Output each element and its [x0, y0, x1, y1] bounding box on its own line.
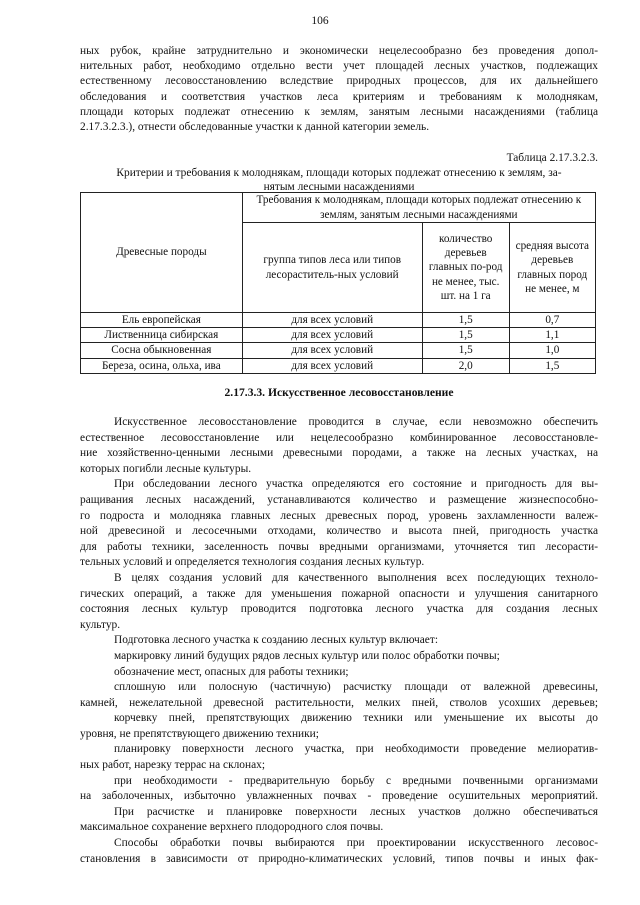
text-line: При расчистке и планировке поверхности лесных участков должно обеспечиваться [114, 805, 598, 818]
text-line: которых погибли лесные культуры. [80, 462, 252, 475]
header-group: группа типов леса или типов лесораститель-ных условий [242, 223, 422, 313]
cell-group: для всех условий [242, 343, 422, 358]
criteria-table [80, 192, 596, 374]
text-line: при необходимости - предварительную борьбу с вредными почвенными организмами [114, 774, 598, 787]
cell-height: 1,0 [509, 343, 595, 358]
cell-species: Ель европейская [81, 313, 243, 328]
cell-count: 1,5 [422, 328, 509, 343]
text-line: становления в зависимости от природно-климатических условий, типов почвы и иных фак- [80, 852, 598, 865]
text-line: нительных работ, необходимо отдельно вести учет площадей лесных участков, подлежащих [80, 60, 598, 73]
page-number: 106 [311, 15, 329, 27]
text-line: ных рубок, крайне затруднительно и экономически нецелесообразно без проведения допол- [80, 45, 598, 57]
text-line: максимальное сохранение верхнего плодородного слоя почвы. [80, 821, 384, 834]
table-number: Таблица 2.17.3.2.3. [506, 152, 598, 164]
intro-paragraph [80, 44, 598, 135]
text-line: маркировку линий будущих рядов лесных культур или полос обработки почвы; [114, 649, 500, 662]
cell-count: 2,0 [422, 358, 509, 373]
text-line: ние хозяйственно-ценными лесными древесными породами, а также на лесных участках, на [80, 447, 598, 460]
text-line: культур. [80, 618, 121, 631]
cell-group: для всех условий [242, 313, 422, 328]
text-line: ных работ, нарезку террас на склонах; [80, 759, 266, 772]
cell-species: Береза, осина, ольха, ива [81, 358, 243, 373]
text-line: площади которых подлежат отнесению к землям, занятым лесными насаждениями (таблица [80, 105, 598, 118]
text-line: естественному лесовосстановлению вследствие природных процессов, для их дальнейшего [80, 75, 598, 88]
text-line: Способы обработки почвы выбираются при проектировании искусственного лесовос- [114, 837, 598, 850]
text-line: уровня, не препятствующего движению техники; [80, 727, 319, 740]
text-line: В целях создания условий для качественного выполнения всех последующих техноло- [114, 571, 598, 584]
section-title: 2.17.3.3. Искусственное лесовосстановление [224, 386, 454, 399]
cell-group: для всех условий [242, 358, 422, 373]
text-line: го подроста и молодняка главных лесных древесных пород, уровень захламленности валеж- [80, 509, 598, 522]
table-row [81, 358, 596, 373]
text-line: для работы техники, заселенность почвы вредными организмами, уточняется тип лесорасти- [80, 540, 598, 553]
text-line: обследования и соответствия участков леса критериям и требованиям к молоднякам, [80, 90, 598, 103]
text-line: планировку поверхности лесного участка, при необходимости проведение мелиоратив- [114, 743, 598, 756]
text-line: тельных условий и определяется технология создания лесных культур. [80, 556, 425, 569]
cell-count: 1,5 [422, 313, 509, 328]
cell-height: 1,1 [509, 328, 595, 343]
table-caption-line: Критерии и требования к молоднякам, площади которых подлежат отнесению к землям, за- [116, 167, 562, 179]
text-line: ной древесиной и лесосечными отходами, количество и высота пней, пригодность участка [80, 525, 598, 538]
text-line: Подготовка лесного участка к созданию лесных культур включает: [114, 634, 438, 647]
header-species: Древесные породы [81, 193, 243, 313]
header-count: количество деревьев главных по-род не менее, тыс. шт. на 1 га [422, 223, 509, 313]
cell-species: Лиственница сибирская [81, 328, 243, 343]
table-row [81, 313, 596, 328]
text-line: камней, нежелательной древесной растительности, мелких пней, стволов усохших деревьев; [80, 696, 598, 709]
header-requirements: Требования к молоднякам, площади которых подлежат отнесению к землям, занятым лесными насаждениями [242, 193, 595, 223]
table-row [81, 328, 596, 343]
cell-group: для всех условий [242, 328, 422, 343]
text-line: естественное лесовосстановление или нецелесообразно комбинированное лесовосстановле- [80, 431, 598, 444]
table-row [81, 343, 596, 358]
text-line: Искусственное лесовосстановление проводится в случае, если невозможно обеспечить [114, 416, 598, 428]
cell-species: Сосна обыкновенная [81, 343, 243, 358]
cell-count: 1,5 [422, 343, 509, 358]
text-line: ращивания лесных насаждений, устанавливаются количество и размещение жизнеспособно- [80, 493, 598, 506]
text-line: на заболоченных, избыточно увлажненных почвах - проведение осушительных мероприятий. [80, 790, 598, 803]
text-line: гических операций, а также для уменьшения пожарной опасности и улучшения санитарного [80, 587, 598, 600]
text-line: обозначение мест, опасных для работы техники; [114, 665, 349, 678]
text-line: При обследовании лесного участка определяются его состояние и пригодность для вы- [114, 478, 598, 491]
text-line: сплошную или полосную (частичную) расчистку площади от валежной древесины, [114, 681, 598, 694]
text-line: корчевку пней, препятствующих движению техники или уменьшение их высоты до [114, 712, 598, 725]
body-text [80, 415, 598, 867]
header-height: средняя высота деревьев главных пород не менее, м [509, 223, 595, 313]
text-line: состояния лесных культур проводится подготовка лесного участка для создания лесных [80, 603, 598, 616]
text-line: 2.17.3.2.3.), отнести обследованные участки к данной категории земель. [80, 121, 430, 134]
cell-height: 0,7 [509, 313, 595, 328]
table-caption-line: нятым лесными насаждениями [263, 181, 415, 193]
cell-height: 1,5 [509, 358, 595, 373]
